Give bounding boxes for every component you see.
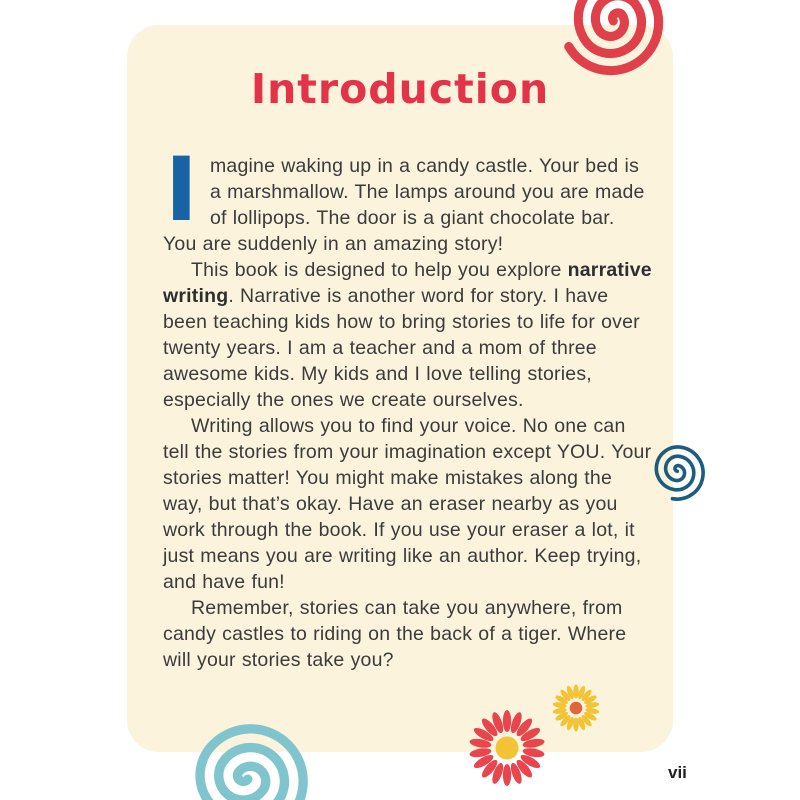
body-text — [163, 138, 652, 673]
paragraph-3: Writing allows you to find your voice. No one can tell the stories from your imagination except YOU. Your stories matter! You might make mistakes along the way, but that’s okay. Have an eraser nearby as you work through the book. If you use your eraser a lot, it just means you are writing like an author. Keep trying, and have fun! — [163, 415, 652, 593]
paragraph-2 — [163, 257, 652, 413]
bold-term-narrative-writing: narrative writing — [163, 259, 652, 307]
page-title: Introduction — [250, 65, 550, 113]
yellow-daisy-flower-icon — [551, 683, 601, 733]
drop-cap-letter: I — [165, 138, 198, 241]
paragraph-2-post: . Narrative is another word for story. I have been teaching kids how to bring stories to life for over twenty years. I am a teacher and a mom of three awesome kids. My kids and I love telling stories, especially the ones we create ourselves. — [163, 285, 640, 411]
red-daisy-flower-icon — [467, 708, 547, 788]
paragraph-2-pre: This book is designed to help you explore — [191, 259, 568, 281]
page-number: vii — [668, 763, 687, 782]
paragraph-1-text: magine waking up in a candy castle. Your bed is a marshmallow. The lamps around you are made of lollipops. The door is a giant chocolate bar. You are suddenly in an amazing story! — [163, 155, 645, 255]
paragraph-4: Remember, stories can take you anywhere, from candy castles to riding on the back of a tiger. Where will your stories take you? — [163, 597, 627, 671]
book-page — [127, 25, 673, 752]
dark-teal-spiral-icon — [643, 439, 710, 506]
paragraph-1 — [163, 138, 652, 257]
